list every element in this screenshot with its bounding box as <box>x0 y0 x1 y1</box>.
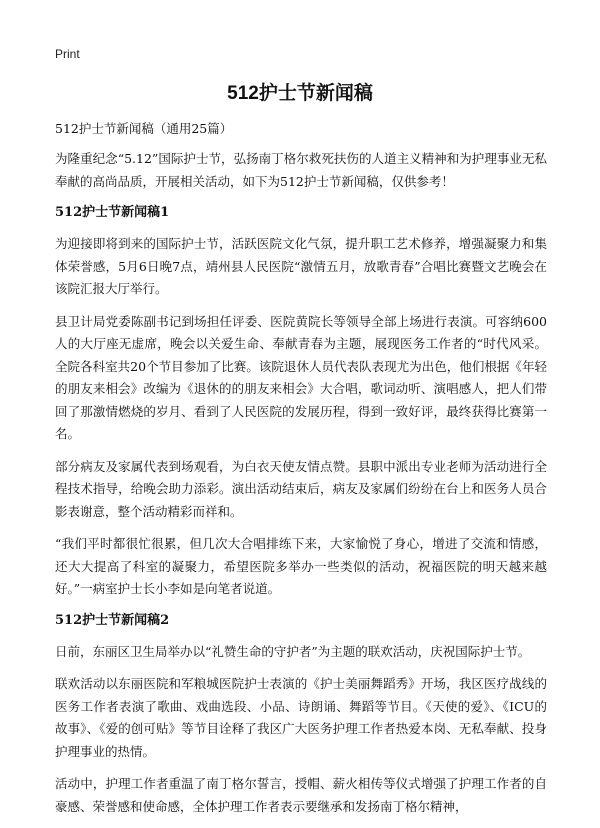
paragraph: 联欢活动以东丽医院和军粮城医院护士表演的《护士美丽舞蹈秀》开场，我区医疗战线的医务工作者表演了歌曲、戏曲选段、小品、诗朗诵、舞蹈等节目。《天使的爱》、《ICU的故事》、《爱的创可贴》等节目诠释了我区广大医务护理工作者热爱本岗、无私奉献、投身护理事业的热情。 <box>55 676 547 759</box>
paragraph: 活动中，护理工作者重温了南丁格尔誓言，授帽、薪火相传等仪式增强了护理工作者的自豪感、荣誉感和使命感，全体护理工作者表示要继承和发扬南丁格尔精神， <box>55 776 547 814</box>
intro-paragraph: 为隆重纪念“5.12”国际护士节，弘扬南丁格尔救死扶伤的人道主义精神和为护理事业无私奉献的高尚品质，开展相关活动，如下为512护士节新闻稿，仅供参考！ <box>55 151 547 189</box>
paragraph: 为迎接即将到来的国际护士节，活跃医院文化气氛，提升职工艺术修养，增强凝聚力和集体荣誉感，5月6日晚7点，靖州县人民医院“激情五月，放歌青春”合唱比赛暨文艺晚会在该院汇报大厅举行。 <box>55 236 547 296</box>
document-subtitle: 512护士节新闻稿（通用25篇） <box>55 121 233 136</box>
paragraph: 部分病友及家属代表到场观看，为白衣天使友情点赞。县职中派出专业老师为活动进行全程技术指导，给晚会助力添彩。演出活动结束后，病友及家属们纷纷在台上和医务人员合影表谢意，整个活动精彩而祥和。 <box>55 458 547 519</box>
document-body <box>55 118 547 828</box>
section-heading: 512护士节新闻稿2 <box>55 612 170 628</box>
page-title: 512护士节新闻稿 <box>227 83 373 104</box>
section-heading: 512护士节新闻稿1 <box>55 205 170 220</box>
paragraph: “我们平时都很忙很累，但几次大合唱排练下来，大家愉悦了身心，增进了交流和情感，还大大提高了科室的凝聚力，希望医院多举办一些类似的活动，祝福医院的明天越来越好。”一病室护士长小李如是向笔者说道。 <box>55 536 547 596</box>
print-link[interactable]: Print <box>55 47 80 61</box>
paragraph: 日前，东丽区卫生局举办以“礼赞生命的守护者”为主题的联欢活动，庆祝国际护士节。 <box>55 643 531 659</box>
paragraph: 县卫计局党委陈副书记到场担任评委、医院黄院长等领导全部上场进行表演。可容纳600人的大厅座无虚席，晚会以关爱生命、奉献青春为主题，展现医务工作者的“时代风采。全院各科室共20个节目参加了比赛。该院退休人员代表队表现尤为出色，他们根据《年轻的朋友来相会》改编为《退休的的朋友来相会》大合唱，歌词动听、演唱感人，把人们带回了那激情燃烧的岁月、看到了人民医院的发展历程，得到一致好评，最终获得比赛第一名。 <box>55 313 547 441</box>
